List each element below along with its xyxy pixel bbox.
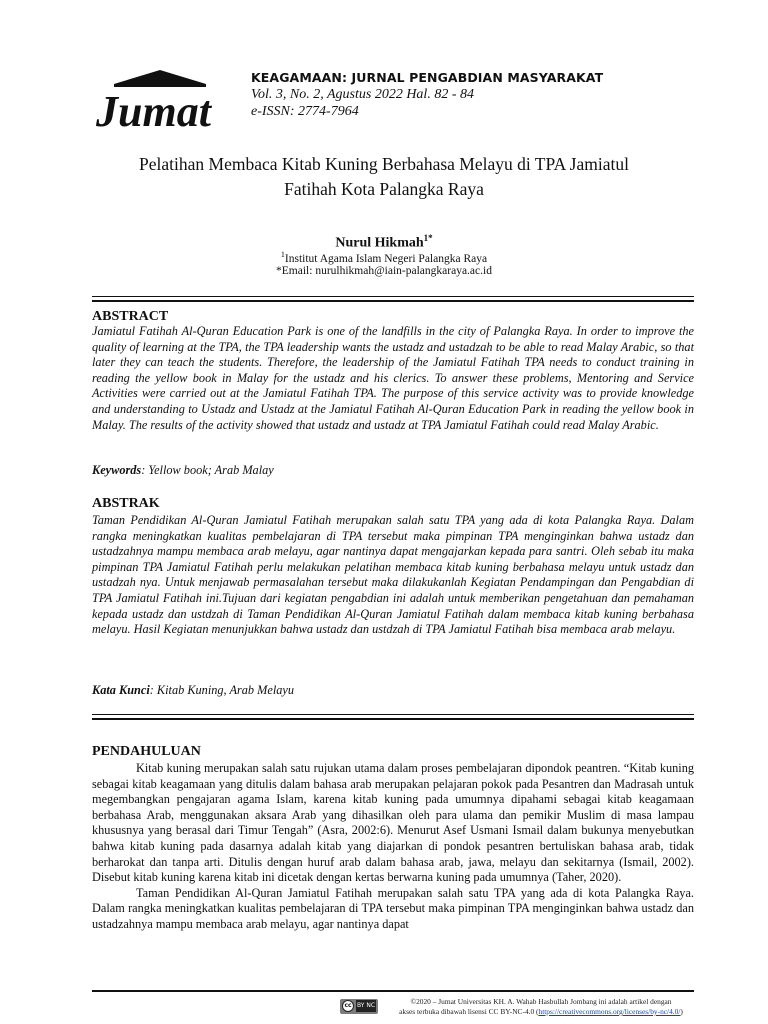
footer-line-1: ©2020 – Jumat Universitas KH. A. Wahab Hasbullah Jombang ini adalah artikel dengan bbox=[410, 997, 672, 1006]
kata-kunci-label: Kata Kunci bbox=[92, 683, 150, 697]
body-paragraph-2: Taman Pendidikan Al-Quran Jamiatul Fatihah merupakan salah satu TPA yang ada di kota Palangka Raya. Dalam rangka meningkatkan kualitas pembelajaran di TPA tersebut maka pimpinan TPA menginginkan bahwa ustadz dan ustadzahnya mampu membaca arab melayu, agar nantinya dapat bbox=[92, 885, 694, 931]
kata-kunci-line bbox=[92, 683, 694, 698]
cc-license-icon[interactable] bbox=[340, 999, 378, 1014]
footer-line-2-prefix: akses terbuka dibawah lisensi CC BY-NC-4.0 ( bbox=[399, 1007, 539, 1016]
abstract-heading: ABSTRACT bbox=[92, 309, 169, 324]
abstract-text: Jamiatul Fatihah Al-Quran Education Park is one of the landfills in the city of Palangka Raya. In order to improve the quality of learning at the TPA, the TPA leadership wants the ustadz and ustadzah to be able to read Malay Arabic, so that later they can teach the students. Therefore, the leadership of the Jamiatul Fatihah TPA needs to conduct training in reading the yellow book in Malay for the ustadz and his clerics. To answer these problems, Mentoring and Service Activities were carried out at the Jamiatul Fatihah TPA. The purpose of this service activity was to provide knowledge and understanding to Ustadz and Ustadz at the Jamiatul Fatihah Al-Quran Education Park in reading the yellow book in Malay. The results of the activity showed that ustadz and ustadz at TPA Jamiatul Fatihah could read Malay Arabic. bbox=[92, 324, 694, 432]
paper-title-line-1: Pelatihan Membaca Kitab Kuning Berbahasa Melayu di TPA Jamiatul bbox=[139, 154, 629, 174]
divider-top-thick bbox=[92, 300, 694, 302]
abstrak-text: Taman Pendidikan Al-Quran Jamiatul Fatihah merupakan salah satu TPA yang ada di kota Palangka Raya. Dalam rangka meningkatkan kualitas pembelajaran di TPA tersebut maka pimpinan TPA menginginkan bahwa ustadz dan ustadzahnya mampu membaca arab melayu, agar nantinya dapat mengajarkan kepada para santri. Oleh sebab itu maka pimpinan TPA Jamiatul Fatihah perlu melakukan pelatihan membaca kitab kuning berbahasa melayu untuk ustadz dan ustadzah nya. Untuk menjawab permasalahan tersebut maka dilakukanlah Kegiatan Pendampingan dan Pengabdian di TPA Jamiatul Fatihah ini.Tujuan dari kegiatan pengabdian ini adalah untuk memberikan pengetahuan dan pemahaman kepada ustadz dan ustdzah di Taman Pendidikan Al-Quran Jamiatul Fatihah dalam membaca kitab kuning berbahasa melayu. Hasil Kegiatan menunjukkan bahwa ustadz dan ustdzah di TPA Jamiatul Fatihah bisa membaca arab melayu. bbox=[92, 513, 694, 637]
cc-by-nc: BY NC bbox=[356, 1000, 376, 1012]
cc-circle: cc bbox=[342, 1000, 354, 1012]
license-link[interactable]: https://creativecommons.org/licenses/by-nc/4.0/ bbox=[538, 1007, 681, 1016]
footer-license-text bbox=[388, 997, 694, 1017]
journal-title: KEAGAMAAN: JURNAL PENGABDIAN MASYARAKAT bbox=[251, 70, 604, 85]
divider-bottom-thin bbox=[92, 714, 694, 715]
divider-top-thin bbox=[92, 296, 694, 297]
paper-title bbox=[92, 152, 676, 202]
issn-info: e-ISSN: 2774-7964 bbox=[251, 104, 359, 119]
paper-title-line-2: Fatihah Kota Palangka Raya bbox=[284, 179, 484, 199]
volume-info: Vol. 3, No. 2, Agustus 2022 Hal. 82 - 84 bbox=[251, 87, 474, 102]
author-name-text: Nurul Hikmah bbox=[335, 235, 424, 251]
keywords-line bbox=[92, 463, 694, 478]
kata-kunci-value: : Kitab Kuning, Arab Melayu bbox=[149, 683, 295, 697]
footer-rule bbox=[92, 990, 694, 992]
author-email: *Email: nurulhikmah@iain-palangkaraya.ac.id bbox=[276, 265, 492, 277]
pendahuluan-heading: PENDAHULUAN bbox=[92, 744, 201, 759]
affiliation-superscript: 1 bbox=[280, 250, 285, 259]
divider-bottom-thick bbox=[92, 718, 694, 720]
affiliation-text: Institut Agama Islam Negeri Palangka Raya bbox=[284, 252, 488, 265]
keywords-label: Keywords bbox=[92, 463, 142, 477]
footer-line-2-suffix: ) bbox=[680, 1007, 683, 1016]
body-text bbox=[92, 761, 694, 933]
journal-logo bbox=[92, 68, 222, 134]
author-superscript: 1* bbox=[423, 233, 433, 243]
keywords-value: : Yellow book; Arab Malay bbox=[141, 463, 274, 477]
author-name bbox=[92, 233, 676, 252]
author-affiliation bbox=[92, 250, 676, 265]
abstrak-heading: ABSTRAK bbox=[92, 496, 160, 511]
jumat-logo-icon bbox=[92, 68, 222, 134]
logo-wordmark: Jumat bbox=[96, 87, 211, 134]
footer-line-2 bbox=[388, 1007, 694, 1017]
body-paragraph-1: Kitab kuning merupakan salah satu rujukan utama dalam proses pembelajaran dipondok peantren. “Kitab kuning sebagai kitab keagamaan yang ditulis dalam bahasa arab merupakan pelajaran pokok pada Pesantren dan Madrasah untuk megembangkan pengajaran agama Islam, karena kitab kuning pada umumnya dipahami sebagai kitab keagamaan berbahasa Arab, menggunakan aksara Arab yang dihasilkan oleh para ulama dan pemikir Muslim di masa lampau khususnya yang berasal dari Timur Tengah” (Asra, 2002:6). Menurut Asef Usmani Ismail dalam bukunya menyebutkan bahwa kitab kuning pada dasarnya adalah kitab yang diajarkan di pondok pesantren bertuliskan bahasa arab, tidak berharokat dan tanpa arti. Ditulis dengan huruf arab dalam bahasa arab, jawa, melayu dan sekitarnya (Ismail, 2002). Disebut kitab kuning karena kitab ini dicetak dengan kertas berwarna kuning pada umumnya (Taher, 2020). bbox=[92, 761, 694, 885]
